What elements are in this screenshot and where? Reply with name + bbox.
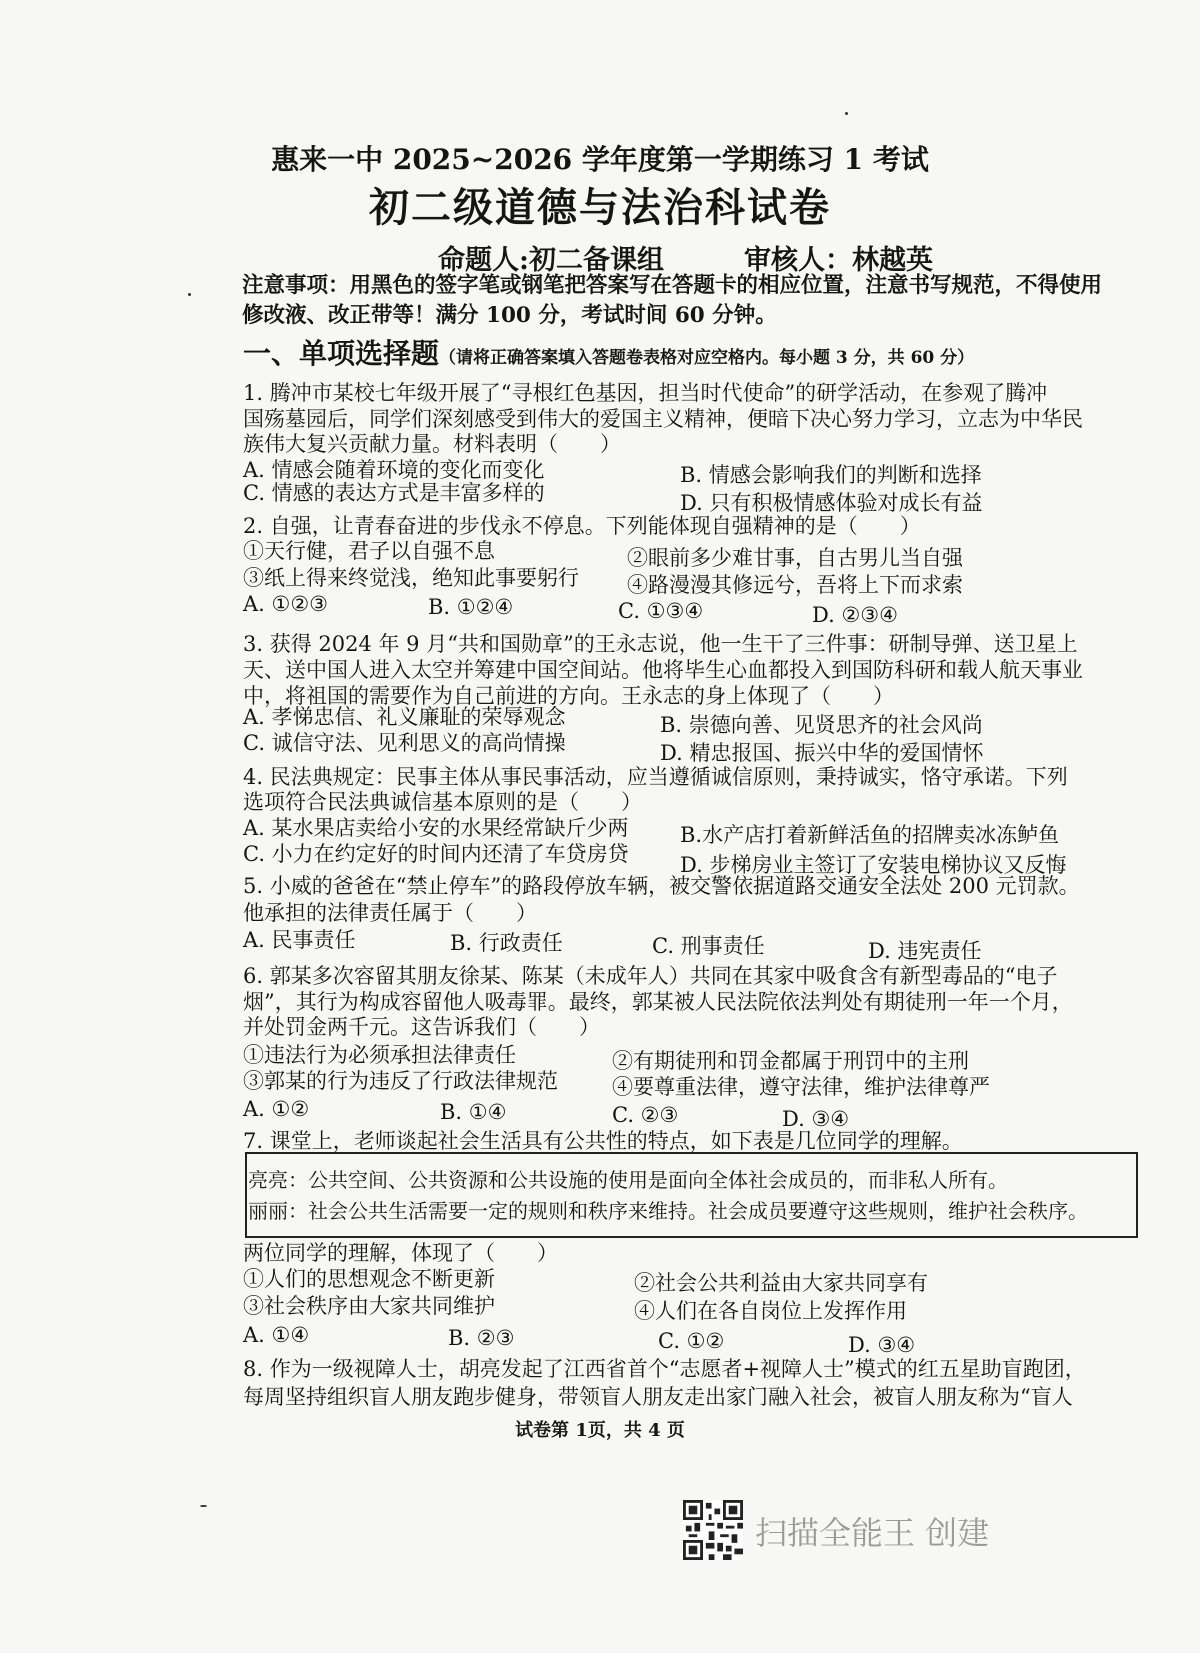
q2-option-c: C. ①③④: [618, 599, 704, 623]
section-note: （请将正确答案填入答题卷表格对应空格内。每小题 3 分，共 60 分）: [439, 348, 975, 368]
q6-option-b: B. ①④: [440, 1100, 507, 1124]
q7-quote-liangliang: 亮亮：公共空间、公共资源和公共设施的使用是面向全体社会成员的，而非私人所有。: [248, 1168, 1008, 1192]
q1-option-d: D. 只有积极情感体验对成长有益: [680, 491, 983, 515]
q2-statement-3: ③纸上得来终觉浅，绝知此事要躬行: [243, 566, 579, 590]
q7-option-c: C. ①②: [658, 1329, 725, 1353]
q6-statement-2: ②有期徒刑和罚金都属于刑罚中的主刑: [612, 1049, 969, 1073]
q4-option-a: A. 某水果店卖给小安的水果经常缺斤少两: [243, 816, 629, 840]
q2-statement-4: ④路漫漫其修远兮，吾将上下而求索: [627, 573, 963, 597]
q2-statement-1: ①天行健，君子以自强不息: [243, 539, 495, 563]
q7-option-d: D. ③④: [848, 1333, 916, 1357]
q2-line1: 2. 自强，让青春奋进的步伐永不停息。下列能体现自强精神的是（ ）: [243, 514, 921, 538]
q3-option-b: B. 崇德向善、见贤思齐的社会风尚: [660, 713, 983, 737]
q4-line2: 选项符合民法典诚信基本原则的是（ ）: [243, 790, 642, 814]
page-footer: 试卷第 1页，共 4 页: [515, 1420, 685, 1441]
q3-option-a: A. 孝悌忠信、礼义廉耻的荣辱观念: [243, 705, 566, 729]
q3-option-d: D. 精忠报国、振兴中华的爱国情怀: [660, 741, 984, 765]
q8-line1: 8. 作为一级视障人士，胡亮发起了江西省首个“志愿者+视障人士”模式的红五星助盲跑团，: [243, 1357, 1086, 1381]
q3-option-c: C. 诚信守法、见利思义的高尚情操: [243, 731, 566, 755]
q7-line2: 两位同学的理解，体现了（ ）: [243, 1241, 558, 1265]
q6-option-d: D. ③④: [782, 1107, 850, 1131]
q1-line2: 国殇墓园后，同学们深刻感受到伟大的爱国主义精神，便暗下决心努力学习，立志为中华民: [243, 407, 1083, 431]
q7-quote-box: [245, 1152, 1138, 1238]
qr-code-icon: [683, 1500, 743, 1560]
q1-line3: 族伟大复兴贡献力量。材料表明（ ）: [243, 432, 621, 456]
scan-speck: [200, 1505, 207, 1507]
q7-statement-1: ①人们的思想观念不断更新: [243, 1267, 495, 1291]
section-heading: [243, 332, 974, 372]
q4-line1: 4. 民法典规定：民事主体从事民事活动，应当遵循诚信原则，秉持诚实，恪守承诺。下列: [243, 765, 1068, 789]
q4-option-b: B.水产店打着新鲜活鱼的招牌卖冰冻鲈鱼: [680, 823, 1060, 847]
q1-option-a: A. 情感会随着环境的变化而变化: [243, 458, 545, 482]
reviewer: 审核人：林越英: [743, 245, 933, 276]
q5-option-d: D. 违宪责任: [868, 939, 982, 963]
q1-option-b: B. 情感会影响我们的判断和选择: [680, 463, 982, 487]
q7-statement-3: ③社会秩序由大家共同维护: [243, 1294, 495, 1318]
q7-line1: 7. 课堂上，老师谈起社会生活具有公共性的特点，如下表是几位同学的理解。: [243, 1129, 963, 1153]
q6-statement-1: ①违法行为必须承担法律责任: [243, 1043, 516, 1067]
notice-line2: 修改液、改正带等！满分 100 分，考试时间 60 分钟。: [242, 303, 777, 328]
q6-statement-3: ③郭某的行为违反了行政法律规范: [243, 1069, 558, 1093]
author: 命题人:初二备课组: [438, 245, 664, 276]
q5-option-b: B. 行政责任: [450, 931, 563, 955]
q1-line1: 1. 腾冲市某校七年级开展了“寻根红色基因，担当时代使命”的研学活动，在参观了腾冲: [243, 381, 1048, 405]
scan-speck: [188, 293, 191, 296]
q6-line1: 6. 郭某多次容留其朋友徐某、陈某（未成年人）共同在其家中吸食含有新型毒品的“电子: [243, 964, 1058, 988]
notice-line1: 注意事项：用黑色的签字笔或钢笔把答案写在答题卡的相应位置，注意书写规范，不得使用: [242, 273, 1103, 298]
q6-option-a: A. ①②: [243, 1097, 310, 1121]
q5-line1: 5. 小威的爸爸在“禁止停车”的路段停放车辆，被交警依据道路交通安全法处 200 元罚款。: [243, 874, 1080, 898]
q7-option-b: B. ②③: [448, 1326, 515, 1350]
q5-line2: 他承担的法律责任属于（ ）: [243, 901, 537, 925]
q4-option-c: C. 小力在约定好的时间内还清了车贷房贷: [243, 842, 629, 866]
exam-title-line2: 初二级道德与法治科试卷: [369, 184, 831, 231]
q1-option-c: C. 情感的表达方式是丰富多样的: [243, 481, 545, 505]
q4-option-d: D. 步梯房业主签订了安装电梯协议又反悔: [680, 853, 1067, 877]
q6-option-c: C. ②③: [612, 1103, 679, 1127]
q3-line2: 天、送中国人进入太空并筹建中国空间站。他将毕生心血都投入到国防科研和载人航天事业: [243, 658, 1083, 682]
q7-statement-2: ②社会公共利益由大家共同享有: [634, 1271, 928, 1295]
q6-line2: 烟”，其行为构成容留他人吸毒罪。最终，郭某被人民法院依法判处有期徒刑一年一个月，: [243, 990, 1073, 1014]
q6-statement-4: ④要尊重法律，遵守法律，维护法律尊严: [612, 1075, 990, 1099]
q3-line3: 中，将祖国的需要作为自己前进的方向。王永志的身上体现了（ ）: [243, 684, 894, 708]
scan-speck: [845, 112, 848, 115]
section-title: 一、单项选择题: [243, 337, 440, 370]
q2-option-d: D. ②③④: [812, 603, 898, 627]
q7-statement-4: ④人们在各自岗位上发挥作用: [634, 1299, 907, 1323]
q5-option-a: A. 民事责任: [243, 928, 356, 952]
q2-statement-2: ②眼前多少难甘事，自古男儿当自强: [627, 546, 963, 570]
scanner-watermark: 扫描全能王 创建: [755, 1514, 990, 1552]
q6-line3: 并处罚金两千元。这告诉我们（ ）: [243, 1015, 600, 1039]
q8-line2: 每周坚持组织盲人朋友跑步健身，带领盲人朋友走出家门融入社会，被盲人朋友称为“盲人: [243, 1385, 1073, 1409]
q7-quote-lili: 丽丽：社会公共生活需要一定的规则和秩序来维持。社会成员要遵守这些规则，维护社会秩序。: [248, 1199, 1088, 1223]
q7-option-a: A. ①④: [243, 1323, 310, 1347]
q5-option-c: C. 刑事责任: [652, 934, 765, 958]
exam-title-line1: 惠来一中 2025~2026 学年度第一学期练习 1 考试: [271, 143, 929, 176]
q3-line1: 3. 获得 2024 年 9 月“共和国勋章”的王永志说，他一生干了三件事：研制导弹、送卫星上: [243, 632, 1078, 656]
q2-option-a: A. ①②③: [243, 592, 328, 616]
q2-option-b: B. ①②④: [428, 595, 514, 619]
